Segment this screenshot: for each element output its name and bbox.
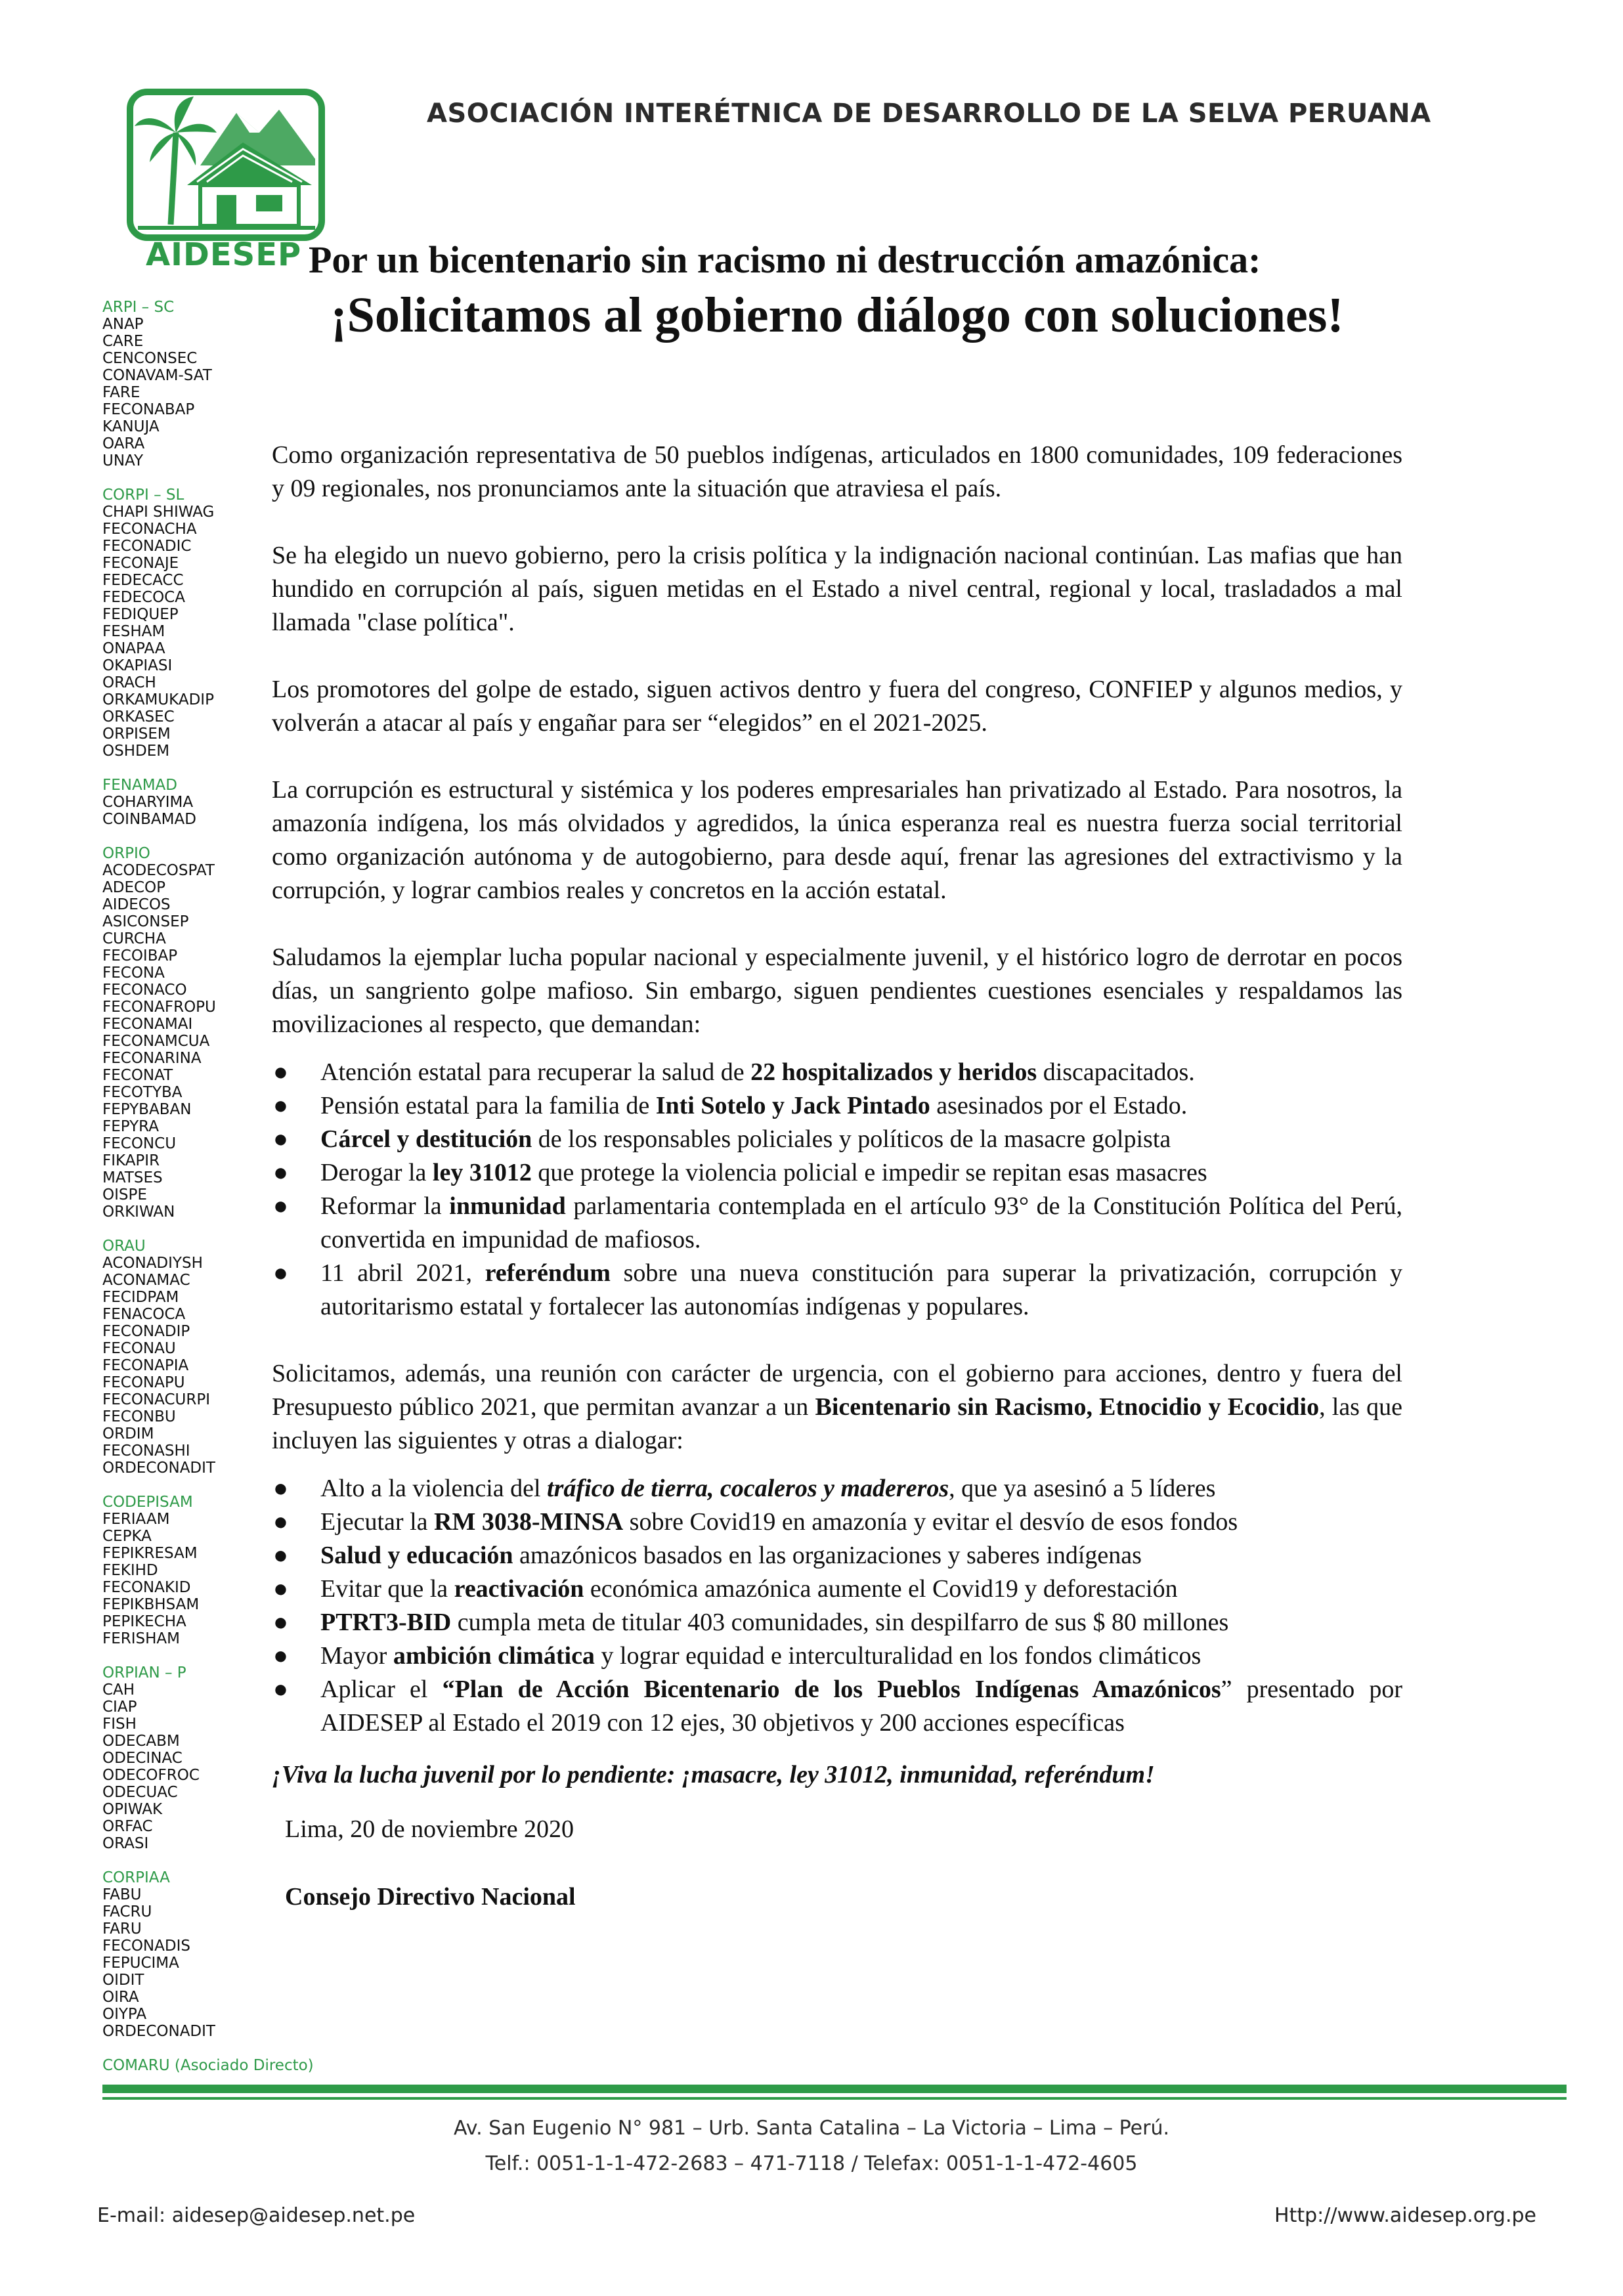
- sidebar-member: ORACH: [102, 674, 156, 691]
- sidebar-member: FIKAPIR: [102, 1152, 160, 1169]
- sidebar-member: OIRA: [102, 1989, 139, 2006]
- bullet-icon: ●: [273, 1058, 288, 1086]
- bullet-icon: ●: [273, 1259, 288, 1287]
- list-item-text: sobre una nueva constitución para superar la privatización, corrupción y autoritarismo estatal y fortalecer las autonomías indígenas y populares.: [320, 1259, 1402, 1320]
- sidebar-member: FECONACURPI: [102, 1391, 210, 1408]
- list-item-emphasis: tráfico de tierra, cocaleros y madereros: [547, 1475, 949, 1502]
- proposal-item: [272, 1639, 1402, 1673]
- paragraph-6-tail: , las que incluyen las siguientes y otras a dialogar:: [272, 1393, 1403, 1454]
- sidebar-member: ANAP: [102, 316, 144, 333]
- list-item-text: Derogar la: [320, 1159, 433, 1186]
- footer-email: E-mail: aidesep@aidesep.net.pe: [97, 2204, 416, 2227]
- sidebar-group-heading: ORPIO: [102, 845, 150, 862]
- list-item-text: Mayor: [320, 1642, 393, 1670]
- list-item-text: Alto a la violencia del: [320, 1475, 548, 1502]
- sidebar-member: ONAPAA: [102, 640, 165, 657]
- sidebar-member: UNAY: [102, 452, 144, 469]
- bullet-icon: ●: [273, 1575, 288, 1603]
- sidebar-member: COHARYIMA: [102, 794, 194, 811]
- bullet-icon: ●: [273, 1542, 288, 1569]
- paragraph-1: Como organización representativa de 50 pueblos indígenas, articulados en 1800 comunidades, 109 federaciones y 09 regionales, nos pronunciamos ante la situación que atraviesa el país.: [272, 441, 1402, 502]
- paragraph-6-bold: Bicentenario sin Racismo, Etnocidio y Ecocidio: [815, 1393, 1320, 1421]
- list-item-text: Ejecutar la: [320, 1508, 435, 1536]
- proposal-item: [272, 1539, 1402, 1572]
- list-item-emphasis: 22 hospitalizados y heridos: [750, 1058, 1037, 1086]
- sidebar-member: FESHAM: [102, 623, 165, 640]
- sidebar-group-heading: ORPIAN – P: [102, 1664, 186, 1681]
- sidebar-member: FACRU: [102, 1903, 152, 1920]
- sidebar-group-heading: FENAMAD: [102, 777, 177, 794]
- sidebar-member: ORDIM: [102, 1425, 154, 1442]
- sidebar-member: ACODECOSPAT: [102, 862, 215, 879]
- sidebar-member: FEPIKBHSAM: [102, 1596, 200, 1613]
- sidebar-member: FERISHAM: [102, 1630, 180, 1647]
- sidebar-member: FEDECOCA: [102, 589, 185, 606]
- sidebar-member: FECOTYBA: [102, 1084, 183, 1101]
- list-item-text: cumpla meta de titular 403 comunidades, sin despilfarro de sus $ 80 millones: [451, 1609, 1229, 1636]
- sidebar-member: ORPISEM: [102, 726, 171, 743]
- list-item-text: Evitar que la: [320, 1575, 454, 1603]
- sidebar-group-heading: CODEPISAM: [102, 1494, 193, 1511]
- proposals-list: [272, 1472, 1402, 1740]
- demands-list: [272, 1056, 1402, 1324]
- proposal-item: [272, 1472, 1402, 1505]
- sidebar-member: COINBAMAD: [102, 811, 196, 828]
- sidebar-member: FEPYBABAN: [102, 1101, 192, 1118]
- footer-website: Http://www.aidesep.org.pe: [1274, 2204, 1536, 2227]
- list-item-emphasis: Inti Sotelo y Jack Pintado: [655, 1092, 930, 1119]
- list-item-text: parlamentaria contemplada en el artículo 93° de la Constitución Política del Perú, convertida en impunidad de mafiosos.: [320, 1192, 1402, 1253]
- sidebar-member: ORKASEC: [102, 708, 175, 726]
- list-item-text: Aplicar el: [320, 1676, 443, 1703]
- bullet-icon: ●: [273, 1125, 288, 1153]
- proposal-item: [272, 1505, 1402, 1539]
- sidebar-member: ORKAMUKADIP: [102, 691, 214, 708]
- list-item-emphasis: “Plan de Acción Bicentenario de los Pueblos Indígenas Amazónicos: [442, 1676, 1221, 1703]
- sidebar-member: FEPYRA: [102, 1118, 159, 1135]
- sidebar-member: OPIWAK: [102, 1801, 163, 1818]
- list-item-emphasis: Salud y educación: [320, 1542, 513, 1569]
- sidebar-member: FECONCU: [102, 1135, 177, 1152]
- sidebar-member: ADECOP: [102, 879, 166, 896]
- list-item-text: asesinados por el Estado.: [930, 1092, 1188, 1119]
- list-item-text: discapacitados.: [1037, 1058, 1195, 1086]
- paragraph-4: La corrupción es estructural y sistémica y los poderes empresariales han privatizado al Estado. Para nosotros, la amazonía indígena, los más olvidados y agredidos, la única esperanza real es nuestra fuerza social territorial como organización autónoma y de autogobierno, para desde aquí, frenar las agresiones del extractivismo y la corrupción, y lograr cambios reales y concretos en la acción estatal.: [272, 776, 1402, 904]
- demand-item: [272, 1089, 1402, 1123]
- bullet-icon: ●: [273, 1092, 288, 1119]
- list-item-text: que protege la violencia policial e impedir se repitan esas masacres: [531, 1159, 1207, 1186]
- sidebar-member: OIDIT: [102, 1972, 144, 1989]
- sidebar-member: OKAPIASI: [102, 657, 173, 674]
- sidebar-member: ASICONSEP: [102, 913, 189, 930]
- sidebar-footer: COMARU (Asociado Directo): [102, 2057, 314, 2074]
- demand-item: [272, 1156, 1402, 1190]
- sidebar-member: FECONABAP: [102, 401, 195, 418]
- place-and-date: Lima, 20 de noviembre 2020: [285, 1815, 574, 1843]
- closing-slogan: ¡Viva la lucha juvenil por lo pendiente: ¡masacre, ley 31012, inmunidad, referéndum!: [272, 1761, 1155, 1788]
- sidebar-member: FEPIKRESAM: [102, 1545, 198, 1562]
- sidebar-member: FECONAT: [102, 1067, 173, 1084]
- sidebar-member: FECONADIS: [102, 1938, 190, 1955]
- list-item-text: y lograr equidad e interculturalidad en los fondos climáticos: [594, 1642, 1201, 1670]
- sidebar-member: FECONAKID: [102, 1579, 191, 1596]
- sidebar-member: ODECABM: [102, 1733, 180, 1750]
- list-item-text: , que ya asesinó a 5 líderes: [949, 1475, 1216, 1502]
- sidebar-member: KANUJA: [102, 418, 160, 435]
- sidebar-member: FEKIHD: [102, 1562, 158, 1579]
- list-item-emphasis: RM 3038-MINSA: [434, 1508, 624, 1536]
- sidebar-member: FECONADIP: [102, 1323, 190, 1340]
- sidebar-member: AIDECOS: [102, 896, 171, 913]
- sidebar-member: ODECINAC: [102, 1750, 183, 1767]
- bullet-icon: ●: [273, 1676, 288, 1703]
- sidebar-member: FECONAJE: [102, 555, 179, 572]
- document-body: [272, 439, 1402, 1914]
- sidebar-group-heading: ARPI – SC: [102, 299, 175, 316]
- demand-item: [272, 1190, 1402, 1257]
- list-item-emphasis: inmunidad: [449, 1192, 566, 1220]
- sidebar-member: FECONARINA: [102, 1050, 202, 1067]
- proposal-item: [272, 1673, 1402, 1740]
- sidebar-member: FECONAMCUA: [102, 1033, 210, 1050]
- sidebar-member: CENCONSEC: [102, 350, 198, 367]
- footer-address: Av. San Eugenio N° 981 – Urb. Santa Catalina – La Victoria – Lima – Perú.: [453, 2117, 1170, 2140]
- list-item-text: Atención estatal para recuperar la salud de: [320, 1058, 751, 1086]
- sidebar-member: CONAVAM-SAT: [102, 367, 212, 384]
- sidebar-member: ORKIWAN: [102, 1203, 175, 1221]
- sidebar-member: OARA: [102, 435, 145, 452]
- sidebar-member: FECONAMAI: [102, 1016, 193, 1033]
- footer-phones: Telf.: 0051-1-1-472-2683 – 471-7118 / Telefax: 0051-1-1-472-4605: [485, 2152, 1138, 2175]
- sidebar-member: ACONAMAC: [102, 1272, 190, 1289]
- sidebar-member: CARE: [102, 333, 144, 350]
- sidebar-member: FECONAPIA: [102, 1357, 189, 1374]
- list-item-text: ” presentado por AIDESEP al Estado el 2019 con 12 ejes, 30 objetivos y 200 acciones específicas: [320, 1676, 1402, 1737]
- footer-rule-thick: [102, 2085, 1567, 2093]
- sidebar-member: MATSES: [102, 1169, 163, 1186]
- sidebar-member: ORDECONADIT: [102, 1460, 215, 1477]
- signer: Consejo Directivo Nacional: [285, 1883, 576, 1911]
- list-item-text: sobre Covid19 en amazonía y evitar el desvío de esos fondos: [623, 1508, 1238, 1536]
- sidebar-member: FECONASHI: [102, 1442, 190, 1460]
- list-item-text: Reformar la: [320, 1192, 450, 1220]
- sidebar-member: FECONAPU: [102, 1374, 185, 1391]
- sidebar-member: FECONA: [102, 964, 165, 982]
- paragraph-6-text: Solicitamos, además, una reunión con carácter de urgencia, con el gobierno para acciones, dentro y fuera del Presupuesto público 2021, que permitan avanzar a un: [272, 1360, 1402, 1421]
- sidebar-member: FECONACHA: [102, 521, 197, 538]
- sidebar-member: OIYPA: [102, 2006, 147, 2023]
- paragraph-3: Los promotores del golpe de estado, siguen activos dentro y fuera del congreso, CONFIEP y algunos medios, y volverán a atacar al país y engañar para ser “elegidos” en el 2021-2025.: [272, 676, 1402, 737]
- sidebar-member: FARU: [102, 1920, 142, 1938]
- document-title-line2: ¡Solicitamos al gobierno diálogo con soluciones!: [330, 288, 1344, 343]
- sidebar-member: FENACOCA: [102, 1306, 186, 1323]
- footer-rule-thin: [102, 2097, 1567, 2100]
- sidebar-member: FERIAAM: [102, 1511, 170, 1528]
- list-item-emphasis: ambición climática: [393, 1642, 595, 1670]
- sidebar-member: FECONAFROPU: [102, 999, 216, 1016]
- sidebar-member: FABU: [102, 1886, 142, 1903]
- paragraph-2: Se ha elegido un nuevo gobierno, pero la crisis política y la indignación nacional continúan. Las mafias que han hundido en corrupción al país, siguen metidas en el Estado a nivel central, regional y local, trasladados a mal llamada "clase política".: [272, 542, 1402, 636]
- list-item-emphasis: referéndum: [485, 1259, 611, 1287]
- list-item-text: económica amazónica aumente el Covid19 y deforestación: [584, 1575, 1178, 1603]
- bullet-icon: ●: [273, 1475, 288, 1502]
- list-item-text: Pensión estatal para la familia de: [320, 1092, 656, 1119]
- sidebar-member: PEPIKECHA: [102, 1613, 186, 1630]
- list-item-emphasis: ley 31012: [432, 1159, 532, 1186]
- demand-item: [272, 1123, 1402, 1156]
- paragraph-5: Saludamos la ejemplar lucha popular nacional y especialmente juvenil, y el histórico logro de derrotar en pocos días, un sangriento golpe mafioso. Sin embargo, siguen pendientes cuestiones esenciales y respaldamos las movilizaciones al respecto, que demandan:: [272, 943, 1402, 1038]
- list-item-text: 11 abril 2021,: [320, 1259, 485, 1287]
- sidebar-member: FECONBU: [102, 1408, 176, 1425]
- list-item-emphasis: PTRT3-BID: [320, 1609, 452, 1636]
- sidebar-member: ODECOFROC: [102, 1767, 200, 1784]
- sidebar-group-heading: CORPI – SL: [102, 487, 184, 504]
- sidebar-member: ORFAC: [102, 1818, 153, 1835]
- sidebar-member: FECONAU: [102, 1340, 176, 1357]
- sidebar-member: FECONADIC: [102, 538, 192, 555]
- sidebar-group-heading: ORAU: [102, 1238, 146, 1255]
- sidebar-member: ACONADIYSH: [102, 1255, 203, 1272]
- sidebar-member: ODECUAC: [102, 1784, 178, 1801]
- list-item-text: amazónicos basados en las organizaciones y saberes indígenas: [513, 1542, 1142, 1569]
- sidebar-member: FECOIBAP: [102, 947, 178, 964]
- sidebar-member: CIAP: [102, 1699, 137, 1716]
- sidebar-member: CAH: [102, 1681, 135, 1699]
- list-item-text: de los responsables policiales y políticos de la masacre golpista: [532, 1125, 1171, 1153]
- paragraph-6: [272, 1357, 1402, 1458]
- bullet-icon: ●: [273, 1642, 288, 1670]
- bullet-icon: ●: [273, 1192, 288, 1220]
- document-title-line1: Por un bicentenario sin racismo ni destrucción amazónica:: [309, 238, 1261, 281]
- sidebar-member: ORDECONADIT: [102, 2023, 215, 2040]
- sidebar-member: CHAPI SHIWAG: [102, 504, 215, 521]
- sidebar-member: FARE: [102, 384, 141, 401]
- demand-item: [272, 1056, 1402, 1089]
- logo-wordmark: AIDESEP: [146, 236, 302, 273]
- sidebar-member: OISPE: [102, 1186, 147, 1203]
- sidebar-member: FECIDPAM: [102, 1289, 179, 1306]
- bullet-icon: ●: [273, 1508, 288, 1536]
- organization-name: ASOCIACIÓN INTERÉTNICA DE DESARROLLO DE LA SELVA PERUANA: [427, 98, 1431, 129]
- sidebar-member: FEPUCIMA: [102, 1955, 179, 1972]
- bullet-icon: ●: [273, 1609, 288, 1636]
- sidebar-member: FEDIQUEP: [102, 606, 179, 623]
- sidebar-member: CURCHA: [102, 930, 166, 947]
- list-item-emphasis: Cárcel y destitución: [320, 1125, 532, 1153]
- sidebar-member: OSHDEM: [102, 743, 170, 760]
- demand-item: [272, 1257, 1402, 1324]
- sidebar-group-heading: CORPIAA: [102, 1869, 170, 1886]
- sidebar-member: CEPKA: [102, 1528, 152, 1545]
- bullet-icon: ●: [273, 1159, 288, 1186]
- sidebar-member: ORASI: [102, 1835, 149, 1852]
- sidebar-member: FEDECACC: [102, 572, 184, 589]
- proposal-item: [272, 1606, 1402, 1639]
- sidebar-member: FECONACO: [102, 982, 187, 999]
- proposal-item: [272, 1572, 1402, 1606]
- list-item-emphasis: reactivación: [454, 1575, 584, 1603]
- sidebar-member: FISH: [102, 1716, 137, 1733]
